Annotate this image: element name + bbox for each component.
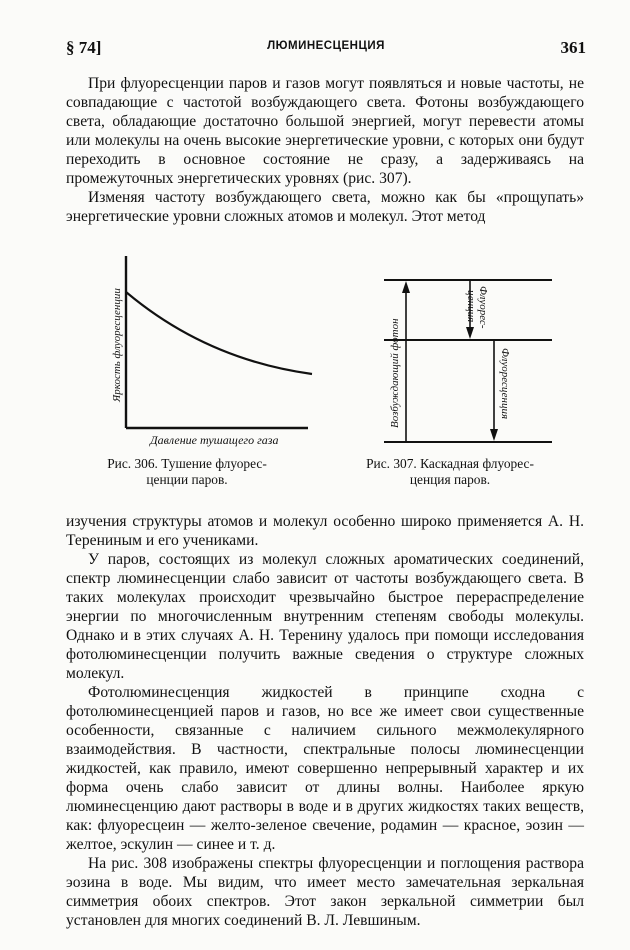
page-number: 361 [560,38,586,57]
arrow-head-up [402,281,410,293]
page-header [66,38,586,60]
cascade-diagram [346,252,586,488]
caption-line: Рис. 306. Тушение флуорес- [107,456,267,471]
y-axis-label: Яркость флуоресценции [111,288,123,402]
running-title: ЛЮМИНЕСЦЕНЦИЯ [267,40,385,52]
fluorescence-label-1b: ценция [465,290,477,323]
quenching-curve [126,292,312,374]
figure-307 [346,252,586,488]
fluorescence-label-1a: Флуорес- [477,286,489,329]
figures-row [66,252,586,492]
paragraph: У паров, состоящих из молекул сложных ароматических соединений, спектр люминесценции слабо зависит от частоты возбуждающего света. В таких молекулах происходит чрезвычайно быстрое перераспределение энергии по многочисленным внутренним степеням свободы молекулы. Однако и в этих случаях А. Н. Теренину удалось при помощи исследования фотолюминесценции получить важные сведения о структуре сложных молекул. [66,551,584,682]
figure-306-caption [72,456,302,488]
text-block-top [66,74,584,226]
text-block-bottom [66,512,584,930]
figure-306 [84,252,316,488]
figure-307-caption [320,456,580,488]
caption-line: Рис. 307. Каскадная флуорес- [366,456,534,471]
x-axis-label: Давление тушащего газа [150,433,279,447]
paragraph: Фотолюминесценция жидкостей в принципе сходна с фотолюминесценцией паров и газов, но все же имеет свои существенные особенности, связанные с наличием сильного межмолекулярного взаимодействия. В частности, спектральные полосы люминесценции жидкостей, как правило, имеют совершенно непрерывный характер и их форма очень слабо зависит от длины волны. Наиболее яркую люминесценцию дают растворы в воде и в других жидкостях таких веществ, как: флуоресцеин — желто-зеленое свечение, родамин — красное, эозин — желтое, эскулин — синее и т. д. [66,684,584,853]
caption-line: ценция паров. [409,472,491,487]
paragraph: При флуоресценции паров и газов могут появляться и новые частоты, не совпадающие с частотой возбуждающего света. Фотоны возбуждающего света, обладающие достаточно большой энергией, могут перевести атомы или молекулы на очень высокие энергетические уровни, с которых они будут переходить в основное состояние не сразу, а задерживаясь на промежуточных энергетических уровнях (рис. 307). [66,75,584,187]
fluorescence-label-2: Флуоресценция [499,348,511,420]
excitation-label: Возбуждающий фотон [389,318,401,428]
paragraph: изучения структуры атомов и молекул особенно широко применяется А. Н. Терениным и его учениками. [66,513,584,549]
paragraph: На рис. 308 изображены спектры флуоресценции и поглощения раствора эозина в воде. Мы видим, что имеет место замечательная зеркальная симметрия обоих спектров. Этот закон зеркальной симметрии был установлен для многих соединений В. Л. Левшиным. [66,855,584,929]
caption-line: ценции паров. [146,472,228,487]
section-number: § 74] [66,38,102,57]
arrow-head-down [466,327,474,339]
quenching-graph [84,252,316,488]
paragraph: Изменяя частоту возбуждающего света, можно как бы «прощупать» энергетические уровни сложных атомов и молекул. Этот метод [66,189,584,225]
arrow-head-down [490,429,498,441]
